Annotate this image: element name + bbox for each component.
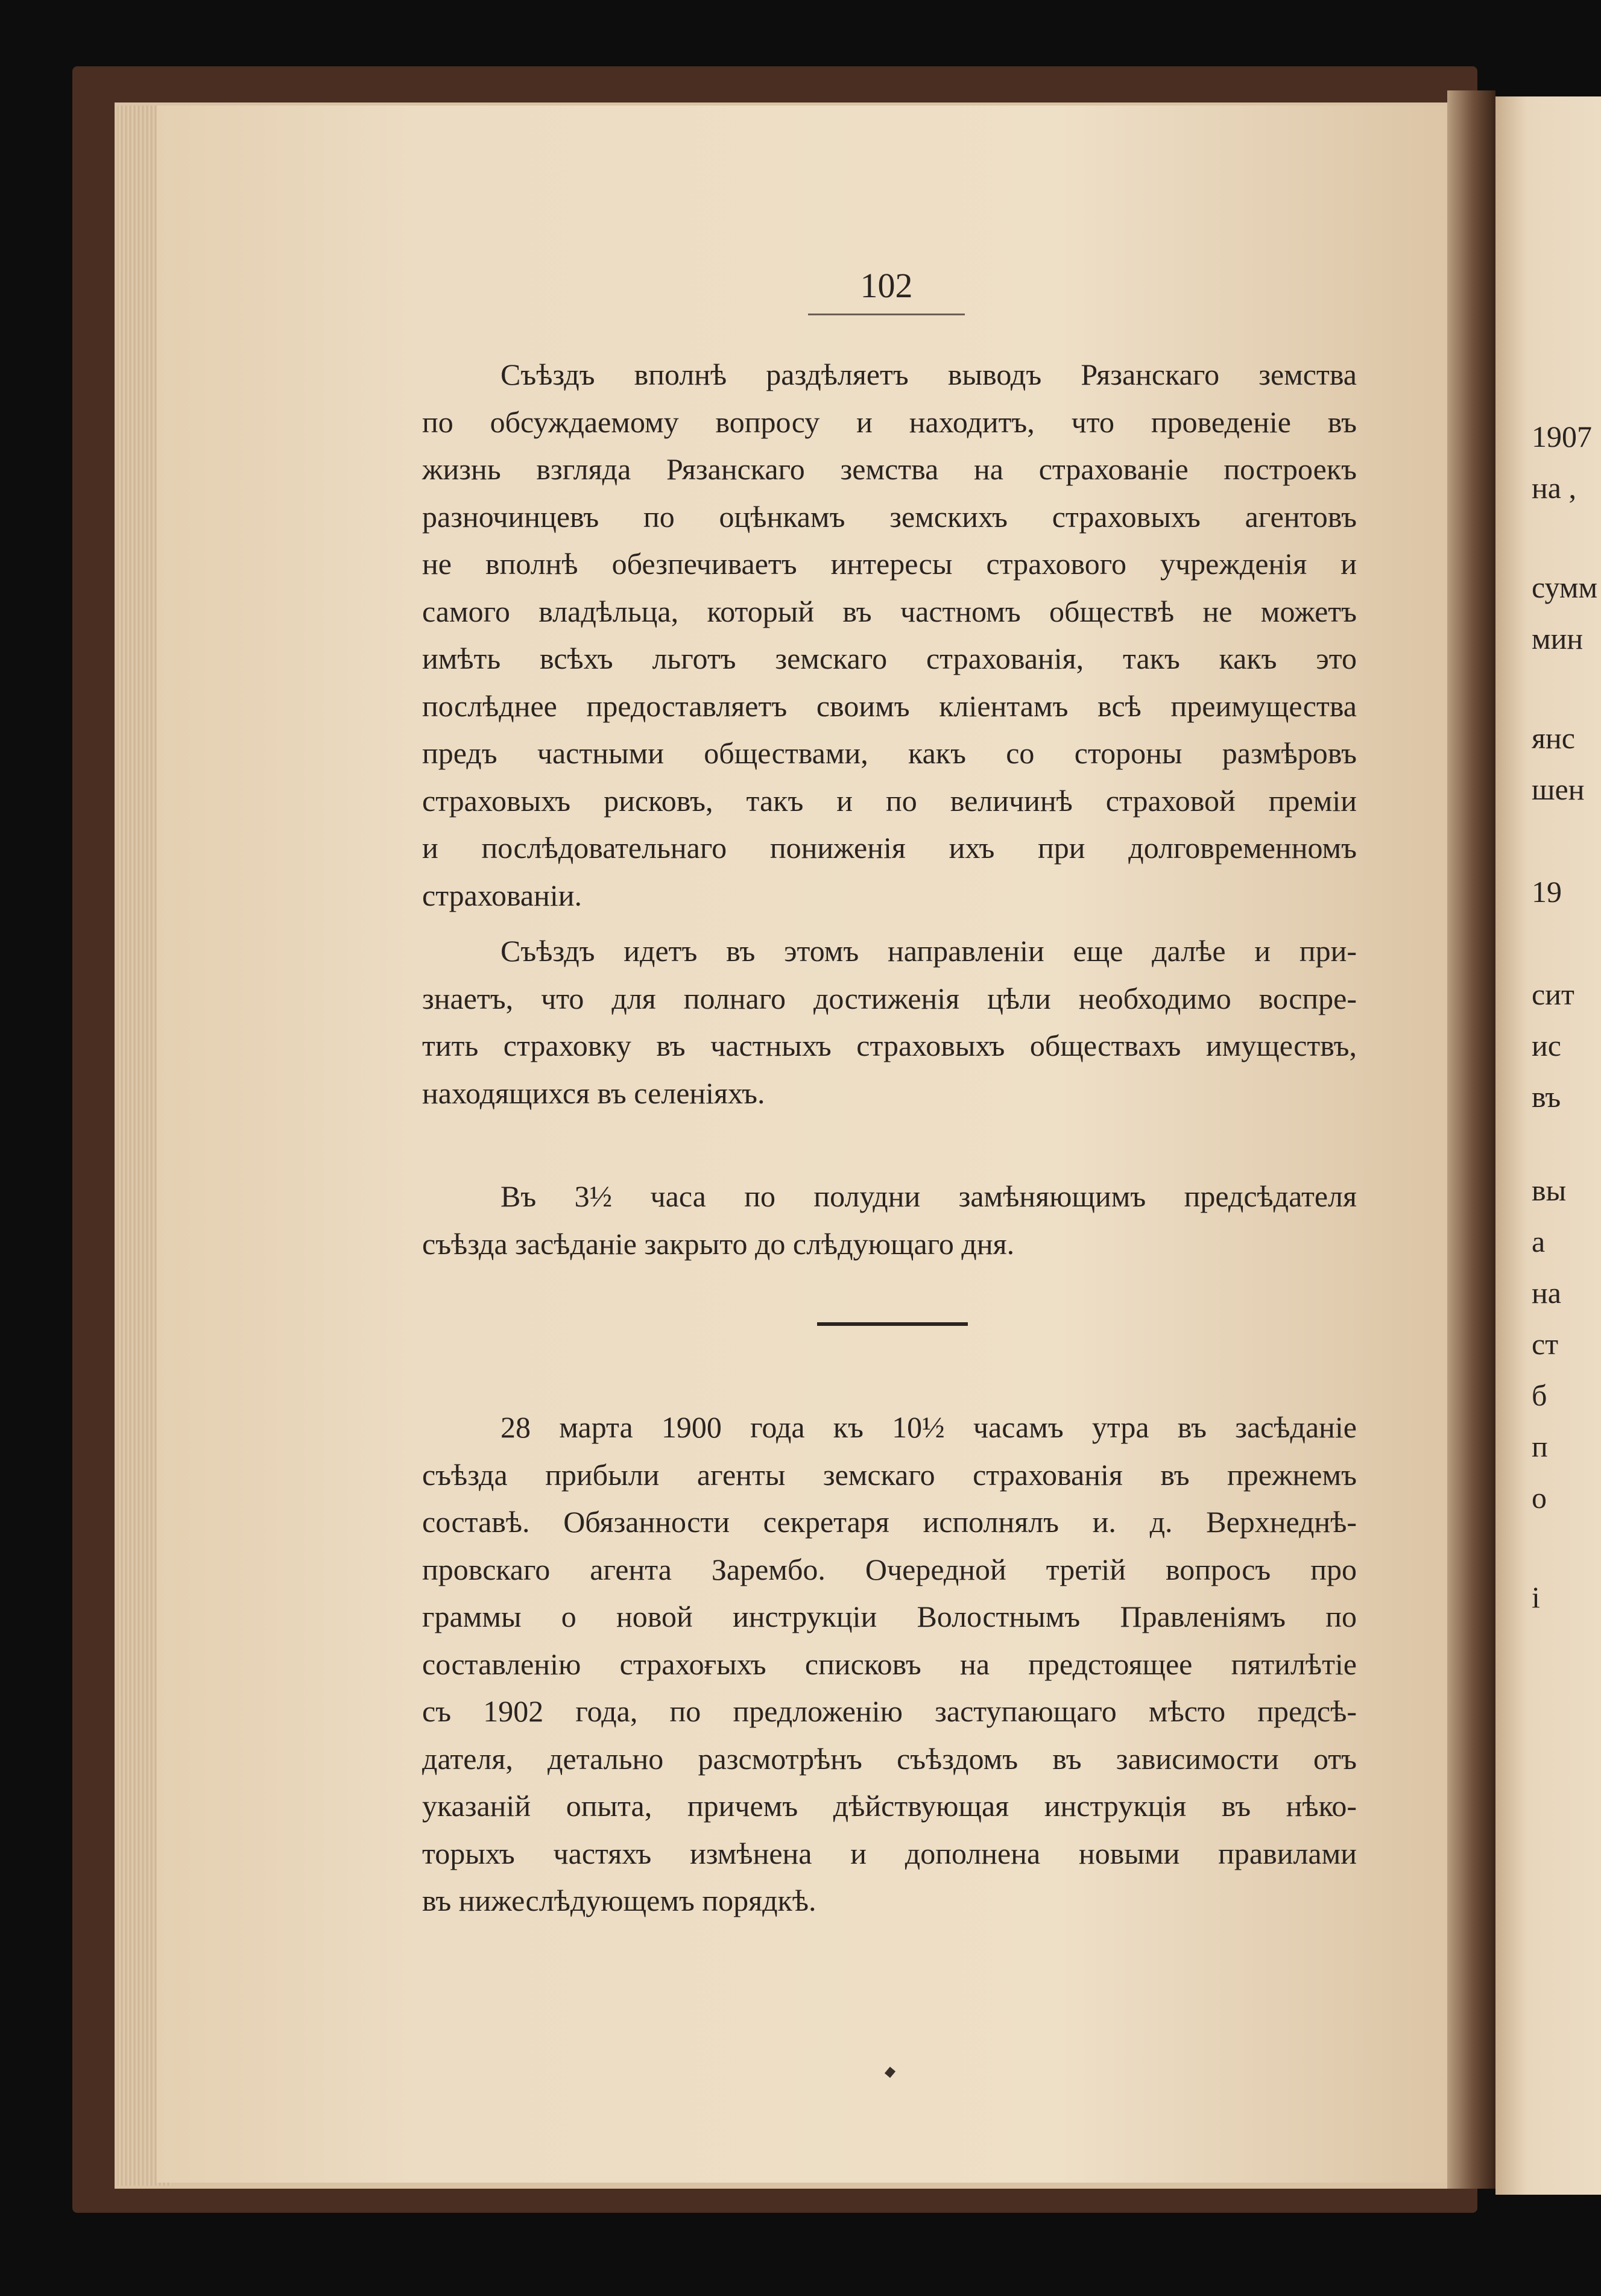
facing-page-fragment: янс: [1532, 721, 1575, 755]
facing-page-fragment: шен: [1532, 772, 1585, 806]
facing-page-fragment: ст: [1532, 1327, 1559, 1361]
text-line: и послѣдовательнаго пониженія ихъ при долговременномъ: [422, 831, 1357, 865]
text-line: торыхъ частяхъ измѣнена и дополнена новыми правилами: [422, 1836, 1357, 1870]
text-line: страхованіи.: [422, 878, 582, 912]
paragraph-2: [422, 927, 1357, 1117]
facing-page-fragment: 1907: [1532, 420, 1592, 453]
text-line: послѣднее предоставляетъ своимъ кліентамъ всѣ преимущества: [422, 689, 1357, 723]
facing-page-fragment: о: [1532, 1481, 1547, 1515]
text-line: находящихся въ селеніяхъ.: [422, 1076, 765, 1110]
text-line: съѣзда засѣданіе закрыто до слѣдующаго дня.: [422, 1226, 1015, 1261]
text-line: тить страховку въ частныхъ страховыхъ обществахъ имуществъ,: [422, 1029, 1357, 1062]
facing-page-fragment: сумм: [1532, 570, 1598, 604]
text-line: составѣ. Обязанности секретаря исполнялъ и. д. Верхнеднѣ-: [422, 1505, 1357, 1539]
facing-page-fragment: на ,: [1532, 471, 1576, 505]
page-number: 102: [860, 266, 913, 305]
text-line: 28 марта 1900 года къ 10½ часамъ утра въ засѣданіе: [501, 1410, 1357, 1444]
facing-page-fragment: 19: [1532, 875, 1562, 909]
text-line: съ 1902 года, по предложенію заступающаго мѣсто предсѣ-: [422, 1694, 1357, 1728]
facing-page-fragment: п: [1532, 1430, 1548, 1463]
text-line: провскаго агента Зарембо. Очередной третій вопросъ про: [422, 1552, 1357, 1586]
text-line: указаній опыта, причемъ дѣйствующая инструкція въ нѣко-: [422, 1789, 1357, 1823]
paragraph-4: [422, 1404, 1357, 1925]
facing-page-fragment: а: [1532, 1225, 1546, 1258]
text-line: жизнь взгляда Рязанскаго земства на страхованіе построекъ: [422, 452, 1357, 486]
paragraph-1: [422, 351, 1357, 919]
facing-page-fragment: мин: [1532, 622, 1584, 655]
facing-page-fragment: ис: [1532, 1029, 1561, 1062]
text-line: въ нижеслѣдующемъ порядкѣ.: [422, 1884, 816, 1917]
text-line: граммы о новой инструкціи Волостнымъ Правленіямъ по: [422, 1600, 1357, 1633]
facing-page-fragment: і: [1532, 1580, 1540, 1614]
facing-page-fragment: вы: [1532, 1173, 1567, 1207]
facing-page-fragment: въ: [1532, 1080, 1561, 1114]
text-line: самого владѣльца, который въ частномъ обществѣ не можетъ: [422, 594, 1357, 628]
text-line: Съѣздъ вполнѣ раздѣляетъ выводъ Рязанскаго земства: [501, 358, 1357, 391]
text-line: разночинцевъ по оцѣнкамъ земскихъ страховыхъ агентовъ: [422, 499, 1357, 534]
facing-page-fragment: сит: [1532, 977, 1574, 1011]
text-line: съѣзда прибыли агенты земскаго страхованія въ прежнемъ: [422, 1457, 1357, 1492]
text-line: по обсуждаемому вопросу и находитъ, что проведеніе въ: [422, 405, 1357, 439]
facing-page-fragment: б: [1532, 1378, 1547, 1412]
text-line: страховыхъ рисковъ, такъ и по величинѣ страховой преміи: [422, 783, 1357, 818]
text-line: Съѣздъ идетъ въ этомъ направленіи еще далѣе и при-: [501, 934, 1357, 968]
text-line: имѣть всѣхъ льготъ земскаго страхованія, такъ какъ это: [422, 642, 1357, 675]
text-line: дателя, детально разсмотрѣнъ съѣздомъ въ зависимости отъ: [422, 1741, 1357, 1776]
paragraph-3: [422, 1173, 1357, 1267]
text-line: знаетъ, что для полнаго достиженія цѣли необходимо воспре-: [422, 981, 1357, 1015]
text-line: составленію страхоғыхъ списковъ на предстоящее пятилѣтіе: [422, 1647, 1357, 1681]
facing-page-fragment: на: [1532, 1276, 1561, 1310]
page-number-rule: [808, 314, 965, 315]
section-divider: [817, 1322, 968, 1326]
text-line: не вполнѣ обезпечиваетъ интересы страхового учрежденія и: [422, 547, 1357, 581]
facing-page-text: [1532, 0, 1601, 2296]
book-gutter: [1447, 90, 1495, 2189]
text-line: Въ 3½ часа по полудни замѣняющимъ предсѣдателя: [501, 1179, 1357, 1213]
text-line: предъ частными обществами, какъ со стороны размѣровъ: [422, 736, 1357, 770]
